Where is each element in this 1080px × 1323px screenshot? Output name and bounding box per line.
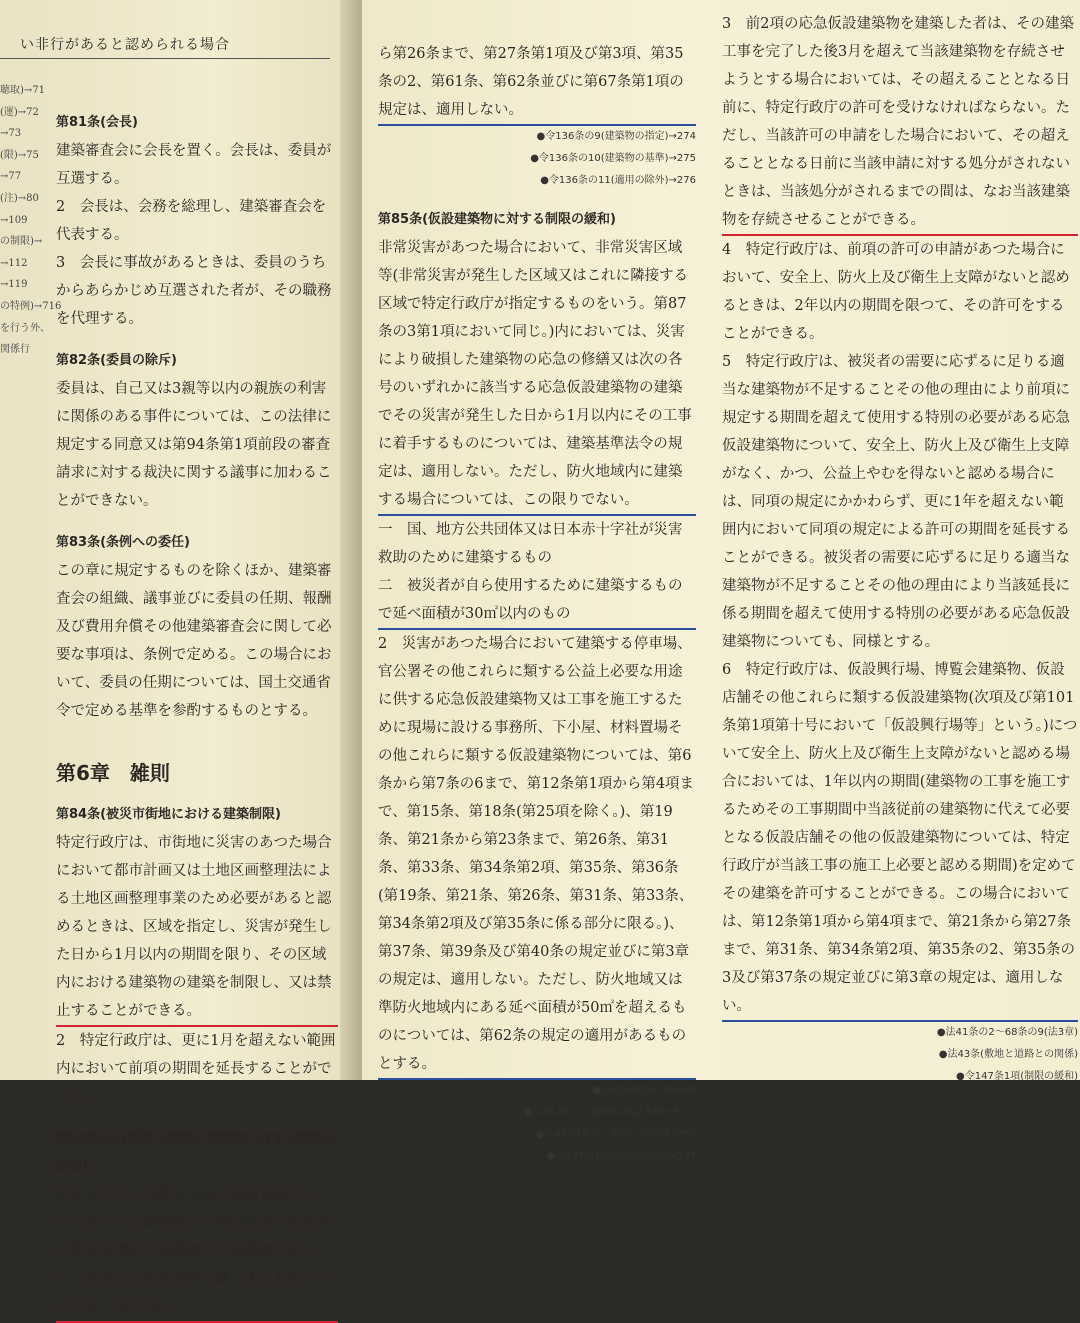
cross-ref: ●令136条の10(建築物の基準)→275 [530, 153, 696, 164]
article-83-p1: この章に規定するものを除くほか、建築審査会の組織、議事並びに委員の任期、報酬及び費用弁償その他建築審査会に関して必要な事項は、条例で定める。この場合において、委員の任期については、国土交通省令で定める基準を参酌するものとする。 [56, 563, 332, 719]
article-85-p1: 非常災害があつた場合において、非常災害区域等(非常災害が発生した区域又はこれに隣接する区域で特定行政庁が指定するものをいう。第87条の3第1項において同じ。)内においては、災害により破損した建築物の応急の修繕又は次の各号のいずれかに該当する応急仮設建築物の建築でその災害が発生した日から1月以内にその工事に着手するものについては、建築基準法令の規定は、適用しない。ただし、防火地域内に建築する場合については、この限りでない。 [378, 234, 696, 516]
margin-line: (限)→75 [0, 149, 39, 161]
article-81-p2: 2 会長は、会務を総理し、建築審査会を代表する。 [56, 199, 327, 243]
margin-line: →109 [0, 214, 28, 226]
margin-line: →73 [0, 128, 22, 140]
article-81-p3: 3 会長に事故があるときは、委員のうちからあらかじめ互選された者が、その職務を代理する。 [56, 255, 332, 327]
article-84-p1: 特定行政庁は、市街地に災害のあつた場合において都市計画又は土地区画整理法による土地区画整理事業のため必要があると認めるときは、区域を指定し、災害が発生した日から1月以内の期間を限り、その区域内における建築物の建築を制限し、又は禁止することができる。 [56, 829, 338, 1027]
margin-line: を行う外、 [0, 322, 50, 334]
chapter-heading: 第6章 雑則 [56, 761, 170, 785]
cross-ref: ●法41条の2～68条の9(法3章) [936, 1027, 1078, 1038]
left-page [0, 0, 360, 1315]
article-85-item1: 一 国、地方公共団体又は日本赤十字社が災害救助のために建築するもの [378, 522, 683, 566]
margin-line: →112 [0, 257, 28, 269]
margin-line: 関係行 [0, 344, 30, 356]
article-81-title: 第81条(会長) [56, 115, 138, 130]
cross-ref: ●令147条1項(制限の緩和) [956, 1071, 1078, 1082]
article-82-p1: 委員は、自己又は3親等以内の親族の利害に関係のある事件については、この法律に規定する同意又は第94条第1項前段の審査請求に対する裁決に関する議事に加わることができない。 [56, 381, 332, 509]
article-85-title: 第85条(仮設建築物に対する制限の緩和) [378, 212, 616, 227]
margin-index [0, 80, 62, 361]
middle-column [378, 40, 696, 1168]
article-85-p4: 4 特定行政庁は、前項の許可の申請があつた場合において、安全上、防火上及び衛生上支障がないと認めるときは、2年以内の期間を限つて、その許可をすることができる。 [722, 242, 1070, 342]
head-rule [0, 58, 330, 59]
margin-line: の制限)→ [0, 236, 43, 248]
article-84-p2: 2 特定行政庁は、更に1月を超えない範囲内において前項の期間を延長することができる。 [56, 1033, 336, 1105]
cross-ref: ●法6条(確認申請)→25 [592, 1085, 696, 1096]
cross-ref: ●令136条の11(適用の除外)→276 [540, 175, 696, 186]
article-84-2-title: 第84条の2(簡易な構造の建築物に対する制限の緩和) [56, 1131, 337, 1174]
article-84-2-p1: 壁を有しない自動車車庫、屋根を帆布としたスポーツの練習場その他の政令で指定する簡易な構造の建築物又は建築物の部分で、政令で定める基準に適合するものについては、第22条か [56, 1181, 338, 1323]
margin-line: 聴取)→71 [0, 85, 46, 96]
article-85-p3: 3 前2項の応急仮設建築物を建築した者は、その建築工事を完了した後3月を超えて当該建築物を存続させようとする場合においては、その超えることとなる日前に、特定行政庁の許可を受けなければならない。ただし、当該許可の申請をした場合において、その超えることとなる日前に当該申請に対する処分がされないときは、当該処分がされるまでの間は、なお当該建築物を存続させることができる。 [722, 10, 1078, 236]
article-81-p1: 建築審査会に会長を置く。会長は、委員が互選する。 [56, 143, 332, 187]
left-column [56, 95, 338, 1323]
margin-line: →119 [0, 279, 28, 291]
article-85-item2: 二 被災者が自ら使用するために建築するもので延べ面積が30㎡以内のもの [378, 572, 696, 630]
right-column [722, 10, 1078, 1088]
article-85-p6: 6 特定行政庁は、仮設興行場、博覧会建築物、仮設店舗その他これらに類する仮設建築物(次項及び第101条第1項第十号において「仮設興行場等」という。)について安全上、防火上及び衛生上支障がないと認める場合においては、1年以内の期間(建築物の工事を施工するためその工事期間中当該従前の建築物に代えて必要となる仮設店舗その他の仮設建築物については、特定行政庁が当該工事の施工上必要と認める期間)を定めてその建築を許可することができる。この場合においては、第12条第1項から第4項まで、第21条から第27条まで、第31条、第34条第2項、第35条の2、第35条の3及び第37条の規定並びに第3章の規定は、適用しない。 [722, 656, 1078, 1022]
article-85-p2: 2 災害があつた場合において建築する停車場、官公署その他これらに類する公益上必要な用途に供する応急仮設建築物又は工事を施工するために現場に設ける事務所、下小屋、材料置場その他これらに類する仮設建築物については、第6条から第7条の6まで、第12条第1項から第4項まで、第15条、第18条(第25項を除く。)、第19条、第21条から第23条まで、第26条、第31条、第33条、第34条第2項、第35条、第36条(第19条、第21条、第26条、第31条、第33条、第34条第2項及び第35条に係る部分に限る。)、第37条、第39条及び第40条の規定並びに第3章の規定は、適用しない。ただし、防火地域又は準防火地域内にある延べ面積が50㎡を超えるものについては、第62条の規定の適用があるものとする。 [378, 630, 696, 1080]
article-83-title: 第83条(条例への委任) [56, 535, 190, 550]
margin-line: (注)→80 [0, 192, 39, 204]
cross-ref: ●法41条の2～68条の9(法3章)→52～ [523, 1107, 696, 1118]
article-85-p5: 5 特定行政庁は、被災者の需要に応ずるに足りる適当な建築物が不足することその他の理由により前項に規定する期間を超えて使用する特別の必要がある応急仮設建築物について、安全上、防火上及び衛生上支障がなく、かつ、公益上やむを得ないと認める場合には、同項の規定にかかわらず、更に1年を超えない範囲内において同項の規定による許可の期間を延長することができる。被災者の需要に応ずるに足りる適当な建築物が不足することその他の理由により当該延長に係る期間を超えて使用する特別の必要がある応急仮設建築物についても、同様とする。 [722, 354, 1070, 650]
margin-line: →77 [0, 171, 22, 183]
article-82-title: 第82条(委員の除斥) [56, 353, 177, 368]
article-84-title: 第84条(被災市街地における建築制限) [56, 807, 281, 822]
cross-ref: ●令136条の9(建築物の指定)→274 [536, 131, 696, 142]
cross-ref: ●法43条(敷地と道路との関係) [938, 1049, 1078, 1060]
margin-line: の特例)→716 [0, 300, 62, 312]
cross-ref: ●法43条(敷地と道路との関係)→53 [535, 1129, 696, 1140]
cross-ref: ●令147条1項(制限の緩和)→297 [546, 1151, 696, 1162]
article-84-2-cont: ら第26条まで、第27条第1項及び第3項、第35条の2、第61条、第62条並びに第67条第1項の規定は、適用しない。 [378, 40, 696, 126]
running-head: い非行があると認められる場合 [20, 37, 230, 53]
margin-line: (運)→72 [0, 106, 39, 118]
